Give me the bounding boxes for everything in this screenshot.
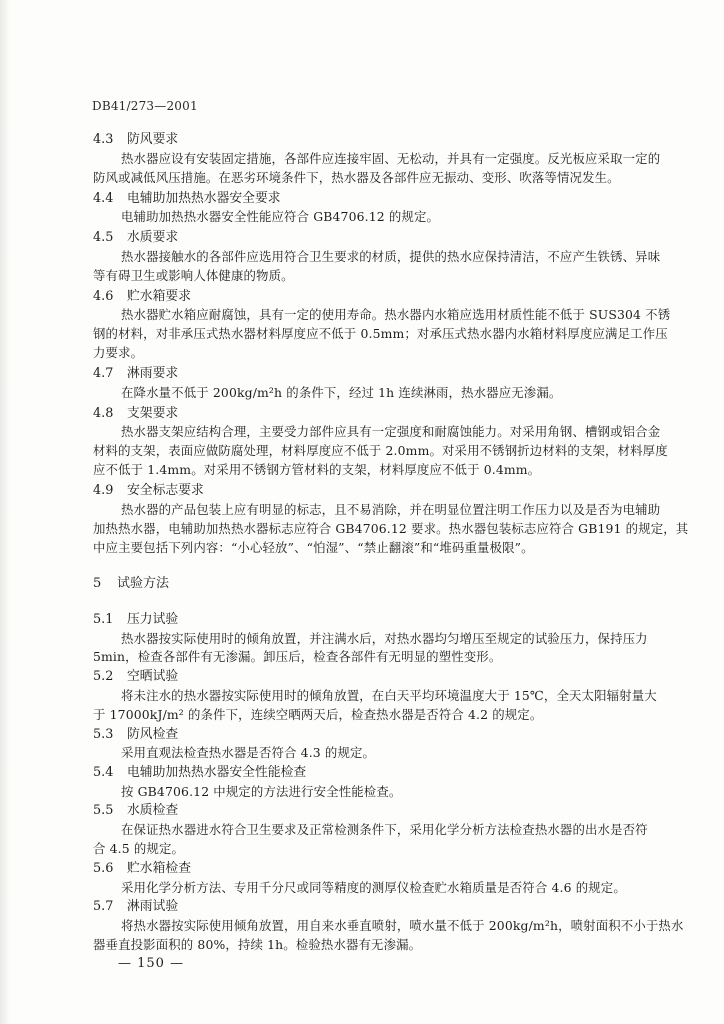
section-heading-4-3 (93, 132, 178, 148)
paragraph-line: 等有碍卫生或影响人体健康的物质。 (93, 268, 294, 283)
paragraph-line: 合 4.5 的规定。 (93, 841, 185, 856)
section-title: 安全标志要求 (127, 483, 204, 498)
section-heading-5-2 (93, 669, 178, 685)
section-number: 4.8 (93, 406, 114, 421)
section-title: 淋雨试验 (127, 899, 179, 914)
section-title: 淋雨要求 (127, 366, 179, 381)
section-title: 防风要求 (127, 132, 179, 147)
section-number: 5.4 (93, 765, 114, 780)
section-title: 电辅助加热热水器安全性能检查 (127, 765, 307, 780)
section-heading-5-4 (93, 765, 306, 781)
section-heading-5-5 (93, 803, 178, 819)
section-title: 贮水箱检查 (127, 861, 191, 876)
paragraph-line: 器垂直投影面积的 80%，持续 1h。检验热水器有无渗漏。 (93, 937, 422, 952)
section-number: 4.6 (93, 289, 114, 304)
chapter-heading (93, 576, 169, 592)
paragraph-line: 将未注水的热水器按实际使用时的倾角放置，在白天平均环境温度大于 15℃，全天太阳辐射量大 (121, 688, 657, 703)
paragraph-line: 钢的材料，对非承压式热水器材料厚度应不低于 0.5mm；对承压式热水器内水箱材料厚度应满足工作压 (93, 326, 668, 341)
section-number: 4.5 (93, 230, 114, 245)
section-heading-5-7 (93, 899, 178, 915)
section-heading-4-7 (93, 366, 178, 382)
section-title: 电辅助加热热水器安全要求 (127, 191, 281, 206)
page-number: — 150 — (118, 956, 185, 971)
section-title: 水质检查 (127, 803, 179, 818)
section-title: 水质要求 (127, 230, 179, 245)
paragraph-line: 热水器贮水箱应耐腐蚀，具有一定的使用寿命。热水器内水箱应选用材质性能不低于 SUS304 不锈 (121, 307, 671, 322)
section-number: 4.4 (93, 191, 114, 206)
section-title: 支架要求 (127, 406, 179, 421)
paragraph-line: 按 GB4706.12 中规定的方法进行安全性能检查。 (121, 784, 402, 799)
section-number: 5.2 (93, 669, 114, 684)
document-code: DB41/273—2001 (92, 99, 198, 113)
section-title: 压力试验 (127, 612, 179, 627)
paragraph-line: 5min，检查各部件有无渗漏。卸压后，检查各部件有无明显的塑性变形。 (93, 649, 502, 664)
section-heading-4-4 (93, 191, 281, 207)
section-number: 4.7 (93, 366, 114, 381)
section-number: 5.3 (93, 727, 114, 742)
paragraph-line: 应不低于 1.4mm。对采用不锈钢方管材料的支架，材料厚度应不低于 0.4mm。 (93, 462, 541, 477)
section-heading-4-6 (93, 289, 191, 305)
section-title: 贮水箱要求 (127, 289, 191, 304)
paragraph-line: 材料的支架，表面应做防腐处理，材料厚度应不低于 2.0mm。对采用不锈钢折边材料的支架，材料厚度 (93, 443, 668, 458)
section-title: 防风检查 (127, 727, 179, 742)
paragraph-line: 采用化学分析方法、专用千分尺或同等精度的测厚仪检查贮水箱质量是否符合 4.6 的规定。 (121, 880, 626, 895)
section-number: 5.1 (93, 612, 114, 627)
section-number: 5.6 (93, 861, 114, 876)
chapter-number: 5 (93, 576, 102, 591)
paragraph-line: 采用直观法检查热水器是否符合 4.3 的规定。 (121, 745, 376, 760)
paragraph-line: 热水器接触水的各部件应选用符合卫生要求的材质，提供的热水应保持清洁，不应产生铁锈、异味 (121, 249, 661, 264)
section-heading-5-6 (93, 861, 191, 877)
paragraph-line: 热水器的产品包装上应有明显的标志，且不易消除，并在明显位置注明工作压力以及是否为电辅助 (121, 502, 661, 517)
scan-binding-shadow (0, 0, 10, 1024)
section-heading-4-5 (93, 230, 178, 246)
paragraph-line: 于 17000kJ/m² 的条件下，连续空晒两天后，检查热水器是否符合 4.2 的规定。 (93, 707, 543, 722)
section-title: 空晒试验 (127, 669, 179, 684)
section-number: 4.3 (93, 132, 114, 147)
paragraph-line: 电辅助加热热水器安全性能应符合 GB4706.12 的规定。 (121, 209, 440, 224)
section-heading-4-8 (93, 406, 178, 422)
section-number: 5.7 (93, 899, 114, 914)
paragraph-line: 在保证热水器进水符合卫生要求及正常检测条件下，采用化学分析方法检查热水器的出水是否符 (121, 822, 648, 837)
paragraph-line: 热水器按实际使用时的倾角放置，并注满水后，对热水器均匀增压至规定的试验压力，保持压力 (121, 631, 648, 646)
paragraph-line: 力要求。 (93, 345, 144, 360)
paragraph-line: 加热热水器，电辅助加热热水器标志应符合 GB4706.12 要求。热水器包装标志应符合 GB191 的规定，其 (93, 521, 689, 536)
section-heading-5-1 (93, 612, 178, 628)
section-heading-4-9 (93, 483, 204, 499)
paragraph-line: 防风或减低风压措施。在恶劣环境条件下，热水器及各部件应无振动、变形、吹落等情况发生。 (93, 170, 620, 185)
section-number: 4.9 (93, 483, 114, 498)
paragraph-line: 热水器支架应结构合理，主要受力部件应具有一定强度和耐腐蚀能力。对采用角钢、槽钢或铝合金 (121, 424, 661, 439)
paragraph-line: 热水器应设有安装固定措施，各部件应连接牢固、无松动，并具有一定强度。反光板应采取一定的 (121, 151, 661, 166)
paragraph-line: 中应主要包括下列内容：“小心轻放”、“怕湿”、“禁止翻滚”和“堆码重量极限”。 (93, 540, 534, 555)
paragraph-line: 在降水量不低于 200kg/m²h 的条件下，经过 1h 连续淋雨，热水器应无渗漏。 (121, 385, 562, 400)
section-number: 5.5 (93, 803, 114, 818)
chapter-title: 试验方法 (117, 576, 170, 591)
section-heading-5-3 (93, 727, 178, 743)
paragraph-line: 将热水器按实际使用倾角放置，用自来水垂直喷射，喷水量不低于 200kg/m²h，喷射面积不小于热水 (121, 918, 684, 933)
